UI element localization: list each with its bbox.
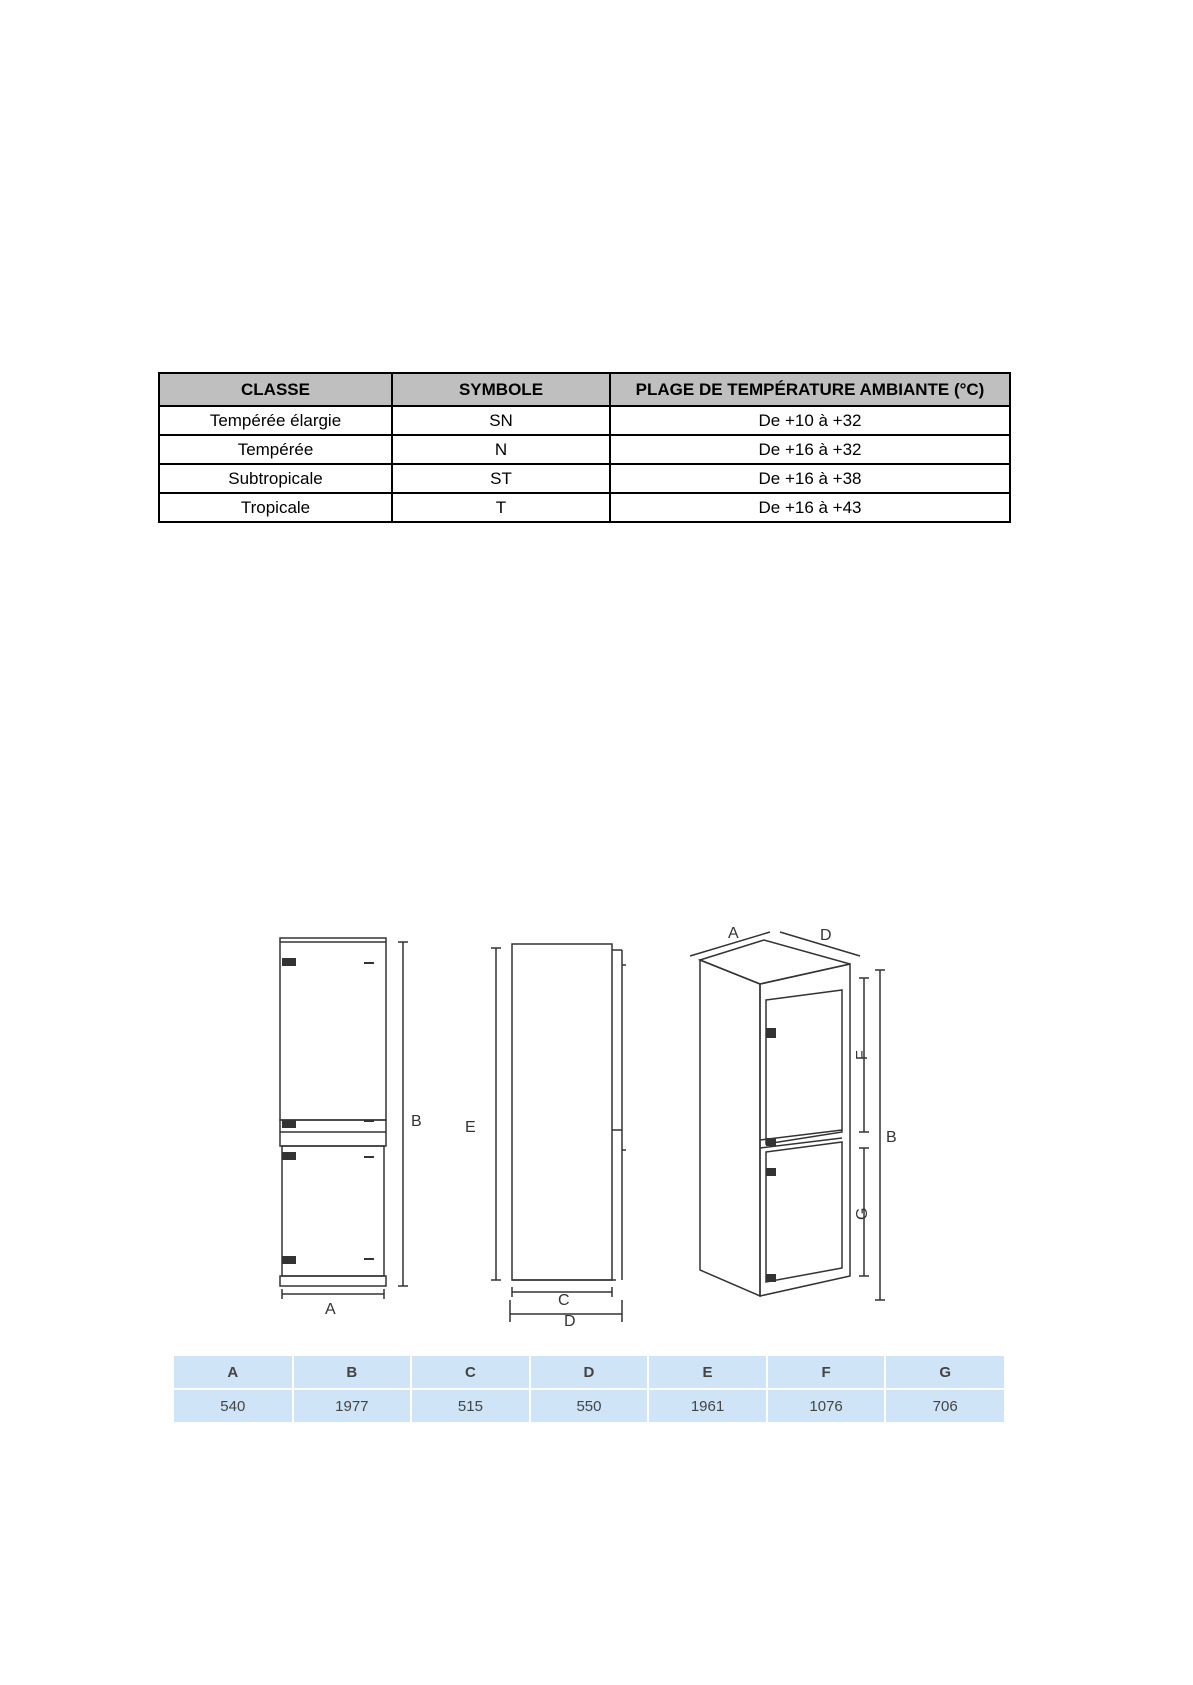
table-row [159, 464, 1010, 493]
front-label-b: B [411, 1113, 422, 1130]
climate-class-table [158, 372, 1011, 523]
table-row [159, 493, 1010, 522]
dim-value-d: 550 [530, 1389, 649, 1422]
side-view-drawing [491, 944, 626, 1322]
dim-header-c: C [411, 1356, 530, 1389]
dim-header-e: E [648, 1356, 767, 1389]
header-plage: PLAGE DE TEMPÉRATURE AMBIANTE (°C) [610, 373, 1010, 406]
dimensions-table [174, 1356, 1004, 1422]
dim-value-g: 706 [885, 1389, 1004, 1422]
cell-classe: Tempérée élargie [159, 406, 392, 435]
dim-value-e: 1961 [648, 1389, 767, 1422]
perspective-label-b: B [886, 1129, 897, 1146]
front-label-a: A [325, 1301, 336, 1318]
cell-plage: De +16 à +38 [610, 464, 1010, 493]
cell-plage: De +16 à +43 [610, 493, 1010, 522]
header-classe: CLASSE [159, 373, 392, 406]
cell-classe: Subtropicale [159, 464, 392, 493]
perspective-label-a: A [728, 925, 739, 942]
table-row [159, 406, 1010, 435]
header-symbole: SYMBOLE [392, 373, 610, 406]
cell-classe: Tempérée [159, 435, 392, 464]
front-view-drawing [280, 938, 408, 1299]
perspective-label-f: F [854, 1050, 871, 1060]
cell-symbole: T [392, 493, 610, 522]
fridge-dimension-drawings [0, 920, 1193, 1330]
side-label-d: D [564, 1313, 576, 1330]
table-row [159, 435, 1010, 464]
dim-value-f: 1076 [767, 1389, 886, 1422]
cell-symbole: ST [392, 464, 610, 493]
dimensions-header-row [174, 1356, 1004, 1389]
cell-plage: De +16 à +32 [610, 435, 1010, 464]
perspective-view-drawing [690, 932, 885, 1300]
dim-header-a: A [174, 1356, 293, 1389]
cell-plage: De +10 à +32 [610, 406, 1010, 435]
cell-classe: Tropicale [159, 493, 392, 522]
cell-symbole: SN [392, 406, 610, 435]
cell-symbole: N [392, 435, 610, 464]
dim-header-g: G [885, 1356, 1004, 1389]
dim-header-f: F [767, 1356, 886, 1389]
dim-header-b: B [293, 1356, 412, 1389]
dim-value-a: 540 [174, 1389, 293, 1422]
side-label-e: E [465, 1119, 476, 1136]
dim-value-c: 515 [411, 1389, 530, 1422]
dim-value-b: 1977 [293, 1389, 412, 1422]
dim-header-d: D [530, 1356, 649, 1389]
perspective-label-g: G [854, 1207, 871, 1220]
dimensions-value-row [174, 1389, 1004, 1422]
table-header-row [159, 373, 1010, 406]
side-label-c: C [558, 1292, 570, 1309]
perspective-label-d: D [820, 927, 832, 944]
